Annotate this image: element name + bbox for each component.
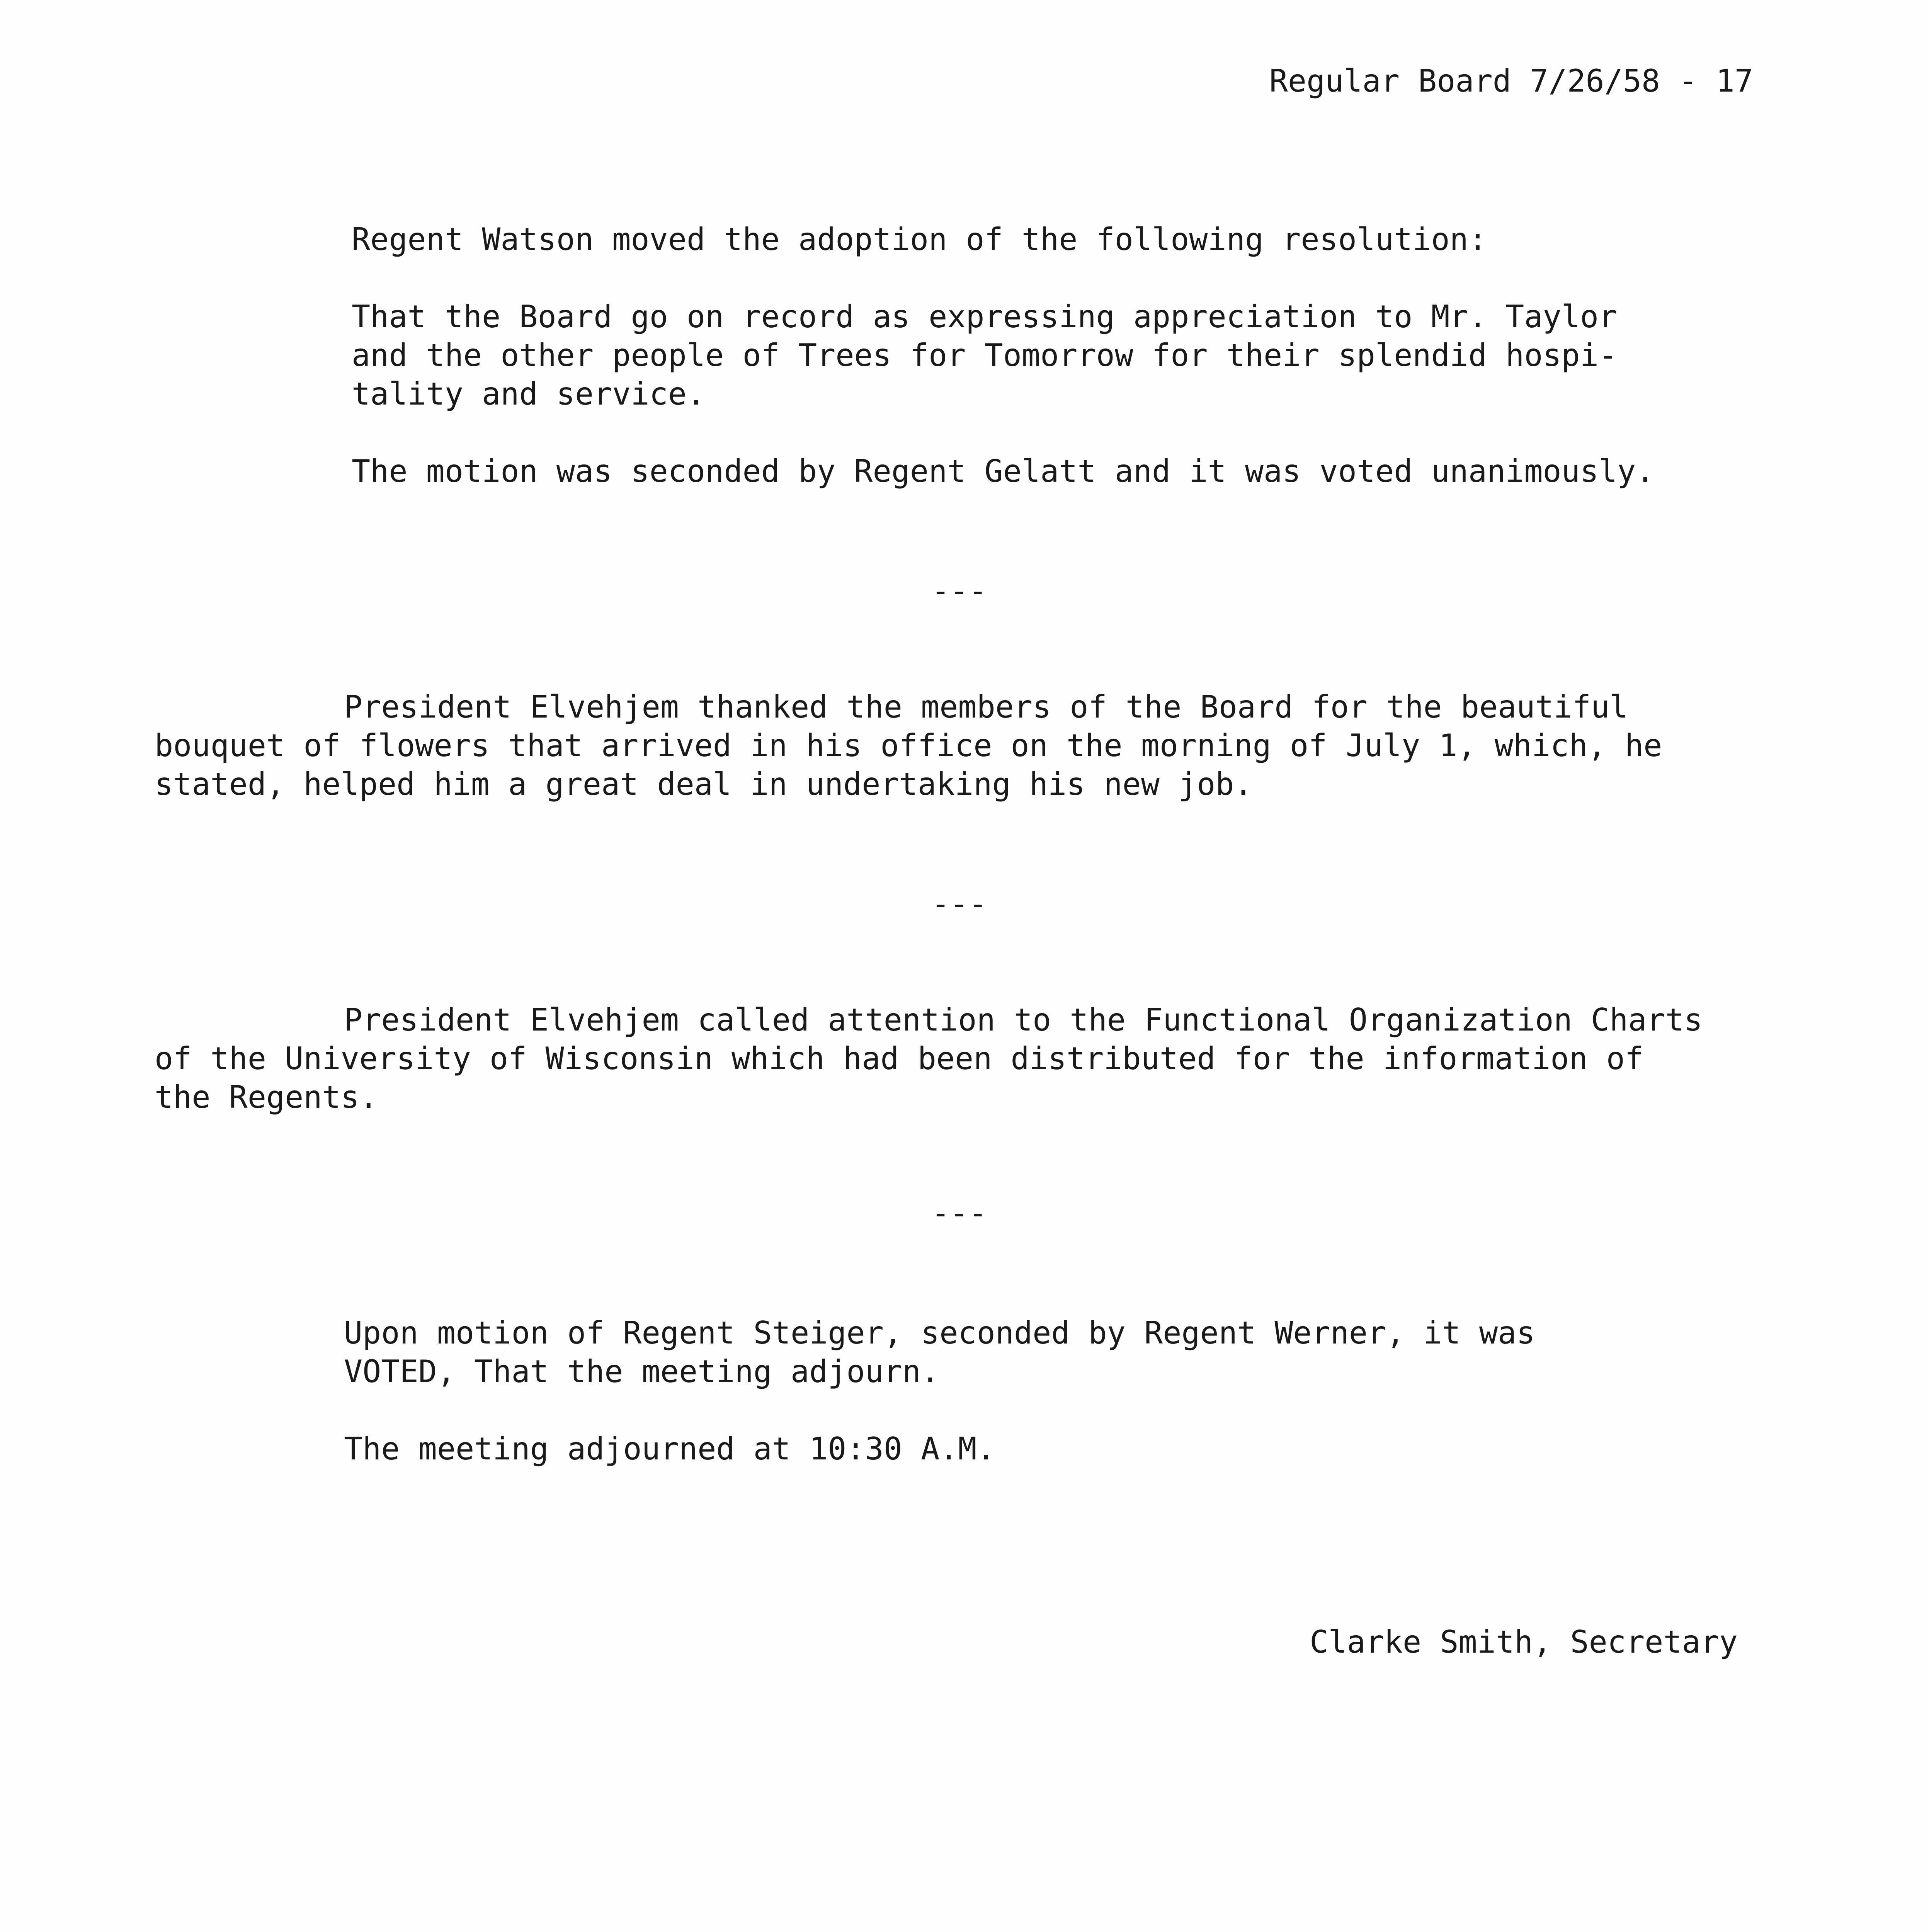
- flowers-line-3: stated, helped him a great deal in undertaking his new job.: [155, 766, 1253, 802]
- adjourn-time: The meeting adjourned at 10:30 A.M.: [344, 1431, 995, 1467]
- flowers-line-1: President Elvehjem thanked the members of the Board for the beautiful: [344, 689, 1628, 725]
- charts-line-3: the Regents.: [155, 1079, 378, 1115]
- resolution-intro: Regent Watson moved the adoption of the following resolution:: [352, 221, 1487, 257]
- resolution-line-2: and the other people of Trees for Tomorrow for their splendid hospi-: [352, 337, 1618, 373]
- motion-seconded: The motion was seconded by Regent Gelatt and it was voted unanimously.: [352, 453, 1655, 489]
- charts-line-1: President Elvehjem called attention to the Functional Organization Charts: [344, 1002, 1703, 1038]
- section-separator-1: ---: [931, 573, 987, 609]
- charts-line-2: of the University of Wisconsin which had been distributed for the information of: [155, 1041, 1644, 1077]
- secretary-signature: Clarke Smith, Secretary: [1310, 1624, 1738, 1660]
- section-separator-3: ---: [931, 1195, 987, 1231]
- resolution-line-3: tality and service.: [352, 376, 706, 412]
- running-head: Regular Board 7/26/58 - 17: [1269, 63, 1753, 99]
- section-separator-2: ---: [931, 886, 987, 922]
- adjourn-line-1: Upon motion of Regent Steiger, seconded by Regent Werner, it was: [344, 1315, 1535, 1351]
- resolution-line-1: That the Board go on record as expressing appreciation to Mr. Taylor: [352, 299, 1618, 335]
- adjourn-line-2: VOTED, That the meeting adjourn.: [344, 1354, 940, 1389]
- flowers-line-2: bouquet of flowers that arrived in his office on the morning of July 1, which, he: [155, 728, 1662, 764]
